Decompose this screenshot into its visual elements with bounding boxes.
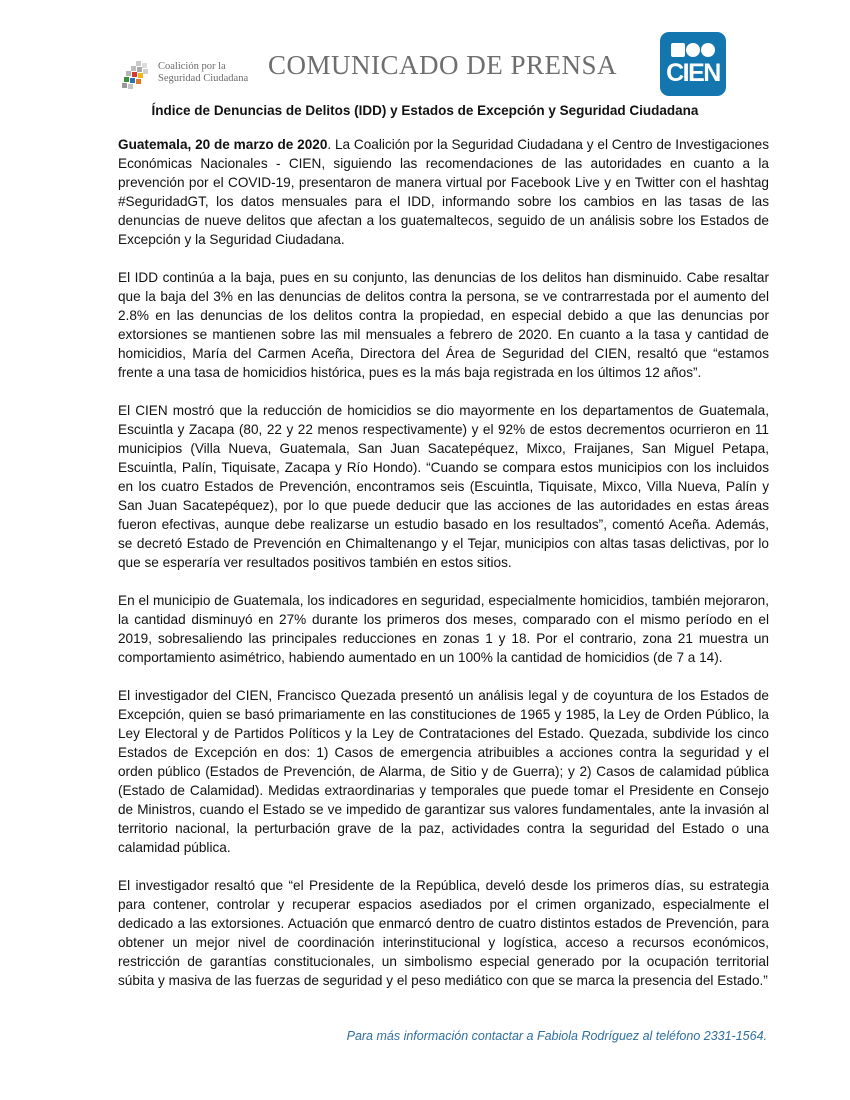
org-name-line1: Coalición por la: [158, 61, 226, 72]
press-release-title: COMUNICADO DE PRENSA: [268, 50, 618, 80]
paragraph-1-text: . La Coalición por la Seguridad Ciudadana y el Centro de Investigaciones Económicas Nacionales - CIEN, siguiendo las recomendaciones de las autoridades en cuanto a la prevención por el COVID-19, presentaron de manera virtual por Facebook Live y en Twitter con el hashtag #SeguridadGT, los datos mensuales para el IDD, informando sobre los cambios en las tasas de las denuncias de nueve delitos que afectan a los guatemaltecos, seguido de un análisis sobre los Estados de Excepción y la Seguridad Ciudadana.: [118, 137, 769, 247]
paragraph-1: [118, 135, 769, 249]
cien-logo-marks: [671, 43, 715, 57]
cien-logo-text: CIEN: [666, 59, 720, 87]
dateline: Guatemala, 20 de marzo de 2020: [118, 137, 328, 152]
cien-logo-square: [671, 43, 685, 57]
coalicion-logo: [122, 57, 262, 91]
org-name-line2: Seguridad Ciudadana: [158, 73, 249, 84]
paragraph-6: El investigador resaltó que “el Presidente de la República, develó desde los primeros días, su estrategia para contener, controlar y recuperar espacios asediados por el crimen organizado, especialmente el dedicado a las extorsiones. Actuación que enmarcó dentro de cuatro distintos estados de Prevención, para obtener un mejor nivel de coordinación interinstitucional y logística, acceso a recursos económicos, restricción de garantías constitucionales, un simbolismo especial generado por la ocupación territorial súbita y masiva de las fuerzas de seguridad y el peso mediático con que se marca la presencia del Estado.”: [118, 878, 769, 988]
coalicion-logo-icon: [122, 61, 154, 89]
paragraph-3: El CIEN mostró que la reducción de homicidios se dio mayormente en los departamentos de Guatemala, Escuintla y Zacapa (80, 22 y 22 menos respectivamente) y el 92% de estos decrementos ocurrieron en 11 municipios (Villa Nueva, Guatemala, San Juan Sacatepéquez, Mixco, Fraijanes, San Miguel Petapa, Escuintla, Palín, Tiquisate, Zacapa y Río Hondo). “Cuando se compara estos municipios con los incluidos en los cuatro Estados de Prevención, encontramos seis (Escuintla, Tiquisate, Mixco, Villa Nueva, Palín y San Juan Sacatepéquez), por lo que puede deducir que las acciones de las autoridades en estas áreas fueron efectivas, aunque debe realizarse un estudio basado en los resultados”, comentó Aceña. Además, se decretó Estado de Prevención en Chimaltenango y el Tejar, municipios con altas tasas delictivas, por lo que se esperaría ver resultados positivos también en estos sitios.: [118, 403, 769, 570]
cien-logo-icon: [660, 32, 726, 96]
paragraph-2: El IDD continúa a la baja, pues en su conjunto, las denuncias de los delitos han disminuido. Cabe resaltar que la baja del 3% en las denuncias de delitos contra la persona, se ve contrarrestada por el aumento del 2.8% en las denuncias de los delitos contra la propiedad, en especial debido a que las denuncias por extorsiones se mantienen sobre las mil mensuales a febrero de 2020. En cuanto a la tasa y cantidad de homicidios, María del Carmen Aceña, Directora del Área de Seguridad del CIEN, resaltó que “estamos frente a una tasa de homicidios histórica, pues es la más baja registrada en los últimos 12 años”.: [118, 270, 769, 380]
contact-note: Para más información contactar a Fabiola Rodríguez al teléfono 2331-1564.: [346, 1029, 767, 1043]
article-body: [118, 135, 769, 1009]
cien-logo-circle: [701, 43, 715, 57]
document-subtitle: Índice de Denuncias de Delitos (IDD) y Estados de Excepción y Seguridad Ciudadana: [151, 103, 699, 118]
paragraph-4: En el municipio de Guatemala, los indicadores en seguridad, especialmente homicidios, también mejoraron, la cantidad disminuyó en 27% durante los primeros dos meses, comparado con el mismo período en el 2019, sobresaliendo las principales reducciones en zonas 1 y 18. Por el contrario, zona 21 muestra un comportamiento asimétrico, habiendo aumentado en un 100% la cantidad de homicidios (de 7 a 14).: [118, 593, 769, 665]
cien-logo-circle: [686, 43, 700, 57]
paragraph-5: El investigador del CIEN, Francisco Quezada presentó un análisis legal y de coyuntura de los Estados de Excepción, quien se basó primariamente en las constituciones de 1965 y 1985, la Ley de Orden Público, la Ley Electoral y de Partidos Políticos y la Ley de Contrataciones del Estado. Quezada, subdivide los cinco Estados de Excepción en dos: 1) Casos de emergencia atribuibles a acciones contra la seguridad y el orden público (Estados de Prevención, de Alarma, de Sitio y de Guerra); y 2) Casos de calamidad pública (Estado de Calamidad). Medidas extraordinarias y temporales que puede tomar el Presidente en Consejo de Ministros, cuando el Estado se ve impedido de garantizar sus valores fundamentales, ante la invasión al territorio nacional, la perturbación grave de la paz, actividades contra la seguridad del Estado o una calamidad pública.: [118, 688, 769, 855]
coalicion-org-name: [158, 61, 258, 85]
